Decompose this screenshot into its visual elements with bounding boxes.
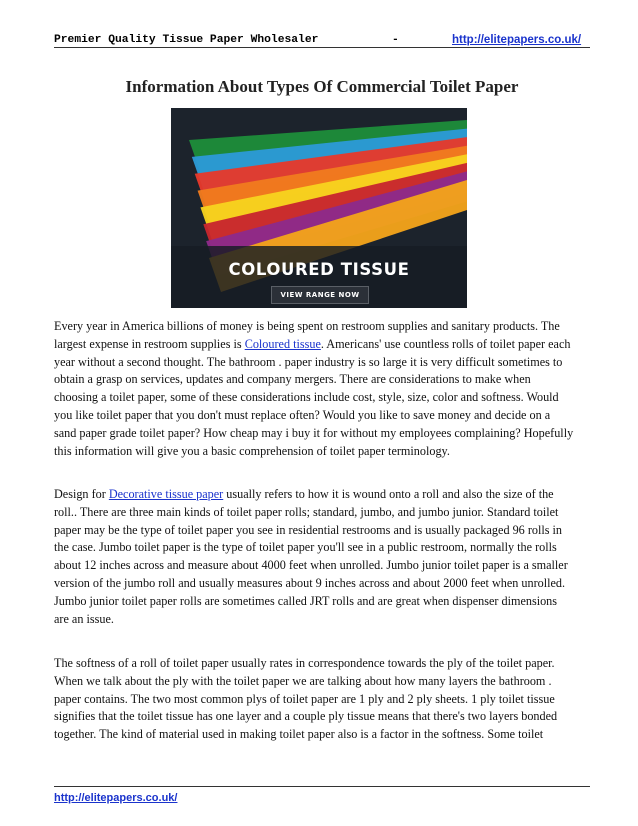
text-line: the case. Jumbo toilet paper is the type of toilet paper you'll see in a public restroom, normally the rolls <box>54 540 557 555</box>
text-line: this information will give you a basic comprehension of toilet paper terminology. <box>54 443 450 458</box>
footer-rule <box>54 786 590 787</box>
text-line: you like toilet paper that you don't must replace often? Would you like to save money and decide on a <box>54 407 551 422</box>
text-line: The softness of a roll of toilet paper usually rates in correspondence towards the ply of the toilet paper. <box>54 656 555 670</box>
text-segment: . Americans' use countless rolls of toilet paper each <box>320 336 571 351</box>
banner-title: COLOURED TISSUE <box>228 260 410 279</box>
header-rule <box>54 47 590 48</box>
view-range-button[interactable]: VIEW RANGE NOW <box>271 286 369 304</box>
text-segment: largest expense in restroom supplies is <box>54 336 245 351</box>
paragraph-intro <box>54 318 594 460</box>
text-line: version of the jumbo roll and usually measures about 9 inches across and about 2000 feet when unrolled. <box>54 575 566 590</box>
header-company-name: Premier Quality Tissue Paper Wholesaler <box>54 34 319 46</box>
text-line <box>54 336 594 354</box>
decorative-tissue-link[interactable]: Decorative tissue paper <box>108 487 224 501</box>
coloured-tissue-banner[interactable] <box>171 108 467 308</box>
text-line: When we talk about the ply with the toilet paper we are talking about how many layers the bathroom . <box>54 673 552 688</box>
text-line: Jumbo junior toilet paper rolls are sometimes called JRT rolls and are great when dispenser dimensions <box>54 593 558 608</box>
text-line: year without a second thought. The bathroom . paper industry is so large it is very difficult sometimes to <box>54 354 563 369</box>
text-line: roll.. There are three main kinds of toilet paper rolls; standard, jumbo, and jumbo junior. Standard toilet <box>54 504 559 519</box>
text-line: paper contains. The two most common plys of toilet paper are 1 ply and 2 ply sheets. 1 ply toilet tissue <box>54 691 555 706</box>
coloured-tissue-link[interactable]: Coloured tissue <box>244 336 321 351</box>
text-line: choosing a toilet paper, some of these considerations include cost, style, size, color and softness. Would <box>54 390 559 405</box>
page-header <box>54 24 590 44</box>
text-line <box>54 486 594 504</box>
text-line: Every year in America billions of money is being spent on restroom supplies and sanitary products. The <box>54 319 560 333</box>
header-website-link[interactable]: http://elitepapers.co.uk/ <box>452 34 582 46</box>
text-segment: usually refers to how it is wound onto a roll and also the size of the <box>223 487 554 501</box>
text-segment: Design for <box>54 487 109 501</box>
paragraph-softness <box>54 655 594 744</box>
footer-website-link[interactable]: http://elitepapers.co.uk/ <box>54 792 178 804</box>
page-title: Information About Types Of Commercial Toilet Paper <box>125 77 519 96</box>
paragraph-roll-design <box>54 486 594 628</box>
text-line: sand paper grade toilet paper? How cheap may i buy it for without my employees complaining? Hopefully <box>54 425 574 440</box>
text-line: are an issue. <box>54 611 114 626</box>
text-line: paper may be the type of toilet paper you see in residential restrooms and is usually packaged 96 rolls in <box>54 522 563 537</box>
text-line: about 12 inches across and measure about 4000 feet when unrolled. Jumbo junior toilet paper is a smaller <box>54 558 568 573</box>
text-line: signifies that the toilet tissue has one layer and a couple ply tissue means that there's two layers bonded <box>54 709 558 724</box>
header-separator: - <box>392 34 399 46</box>
text-line: together. The kind of material used in making toilet paper also is a factor in the softness. Some toilet <box>54 727 544 742</box>
text-line: obtain a grasp on services, updates and company mergers. There are considerations to make when <box>54 372 531 387</box>
